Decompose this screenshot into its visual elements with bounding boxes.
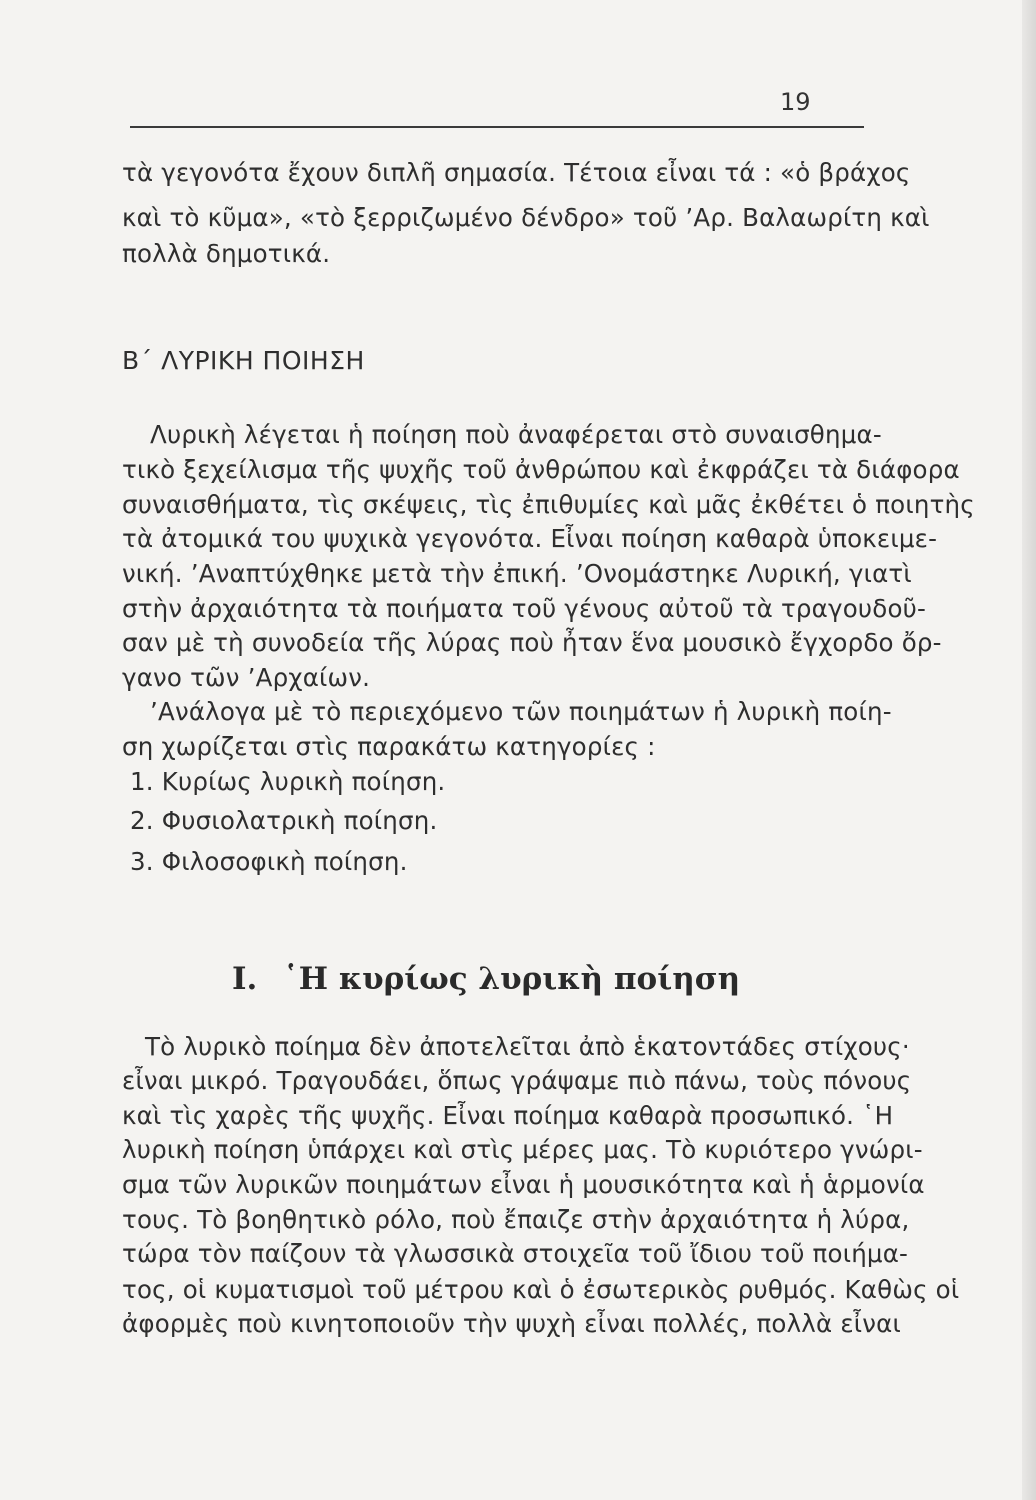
paragraph-line: τους. Τὸ βοηθητικὸ ρόλο, ποὺ ἔπαιζε στὴν ἀρχαιότητα ἡ λύρα,: [122, 1205, 910, 1234]
paragraph-line: συναισθήματα, τὶς σκέψεις, τὶς ἐπιθυμίες καὶ μᾶς ἐκθέτει ὁ ποιητὴς: [122, 490, 975, 519]
paragraph-line: στὴν ἀρχαιότητα τὰ ποιήματα τοῦ γένους αὐτοῦ τὰ τραγουδοῦ-: [122, 594, 927, 623]
subsection-numeral: I.: [232, 961, 258, 997]
paragraph-line: τώρα τὸν παίζουν τὰ γλωσσικὰ στοιχεῖα τοῦ ἴδιου τοῦ ποιήμα-: [122, 1239, 909, 1268]
section-heading: Β΄ ΛΥΡΙΚΗ ΠΟΙΗΣΗ: [122, 346, 365, 375]
paragraph-line: τος, οἱ κυματισμοὶ τοῦ μέτρου καὶ ὁ ἐσωτερικὸς ρυθμός. Καθὼς οἱ: [122, 1275, 960, 1304]
paragraph-line: καὶ τὶς χαρὲς τῆς ψυχῆς. Εἶναι ποίημα καθαρὰ προσωπικό. ῾Η: [122, 1101, 894, 1130]
paragraph-line: εἶναι μικρό. Τραγουδάει, ὅπως γράψαμε πιὸ πάνω, τοὺς πόνους: [122, 1066, 912, 1095]
paragraph-line: ἀφορμὲς ποὺ κινητοποιοῦν τὴν ψυχὴ εἶναι πολλές, πολλὰ εἶναι: [122, 1309, 901, 1338]
paragraph-line: Λυρικὴ λέγεται ἡ ποίηση ποὺ ἀναφέρεται στὸ συναισθημα-: [150, 420, 882, 449]
paragraph-line: νική. ’Αναπτύχθηκε μετὰ τὴν ἐπική. ’Ονομάστηκε Λυρική, γιατὶ: [122, 559, 912, 588]
category-list-item: 3. Φιλοσοφικὴ ποίηση.: [130, 847, 408, 876]
intro-line: πολλὰ δημοτικά.: [122, 239, 331, 268]
category-list-item: 2. Φυσιολατρικὴ ποίηση.: [130, 806, 438, 835]
paragraph-line: τικὸ ξεχείλισμα τῆς ψυχῆς τοῦ ἀνθρώπου καὶ ἐκφράζει τὰ διάφορα: [122, 455, 960, 484]
paragraph-line: σμα τῶν λυρικῶν ποιημάτων εἶναι ἡ μουσικότητα καὶ ἡ ἁρμονία: [122, 1170, 925, 1199]
header-rule: [130, 126, 864, 128]
paragraph-line: τὰ ἀτομικά του ψυχικὰ γεγονότα. Εἶναι ποίηση καθαρὰ ὑποκειμε-: [122, 524, 938, 553]
subsection-title-text: ῾Η κυρίως λυρικὴ ποίηση: [283, 961, 741, 997]
paragraph-line: λυρικὴ ποίηση ὑπάρχει καὶ στὶς μέρες μας. Τὸ κυριότερο γνώρι-: [122, 1135, 923, 1164]
paragraph-line: ’Ανάλογα μὲ τὸ περιεχόμενο τῶν ποιημάτων ἡ λυρικὴ ποίη-: [150, 697, 892, 726]
subsection-title: [232, 961, 740, 997]
intro-line: τὰ γεγονότα ἔχουν διπλῆ σημασία. Τέτοια εἶναι τά : «ὁ βράχος: [122, 158, 911, 187]
paragraph-line: ση χωρίζεται στὶς παρακάτω κατηγορίες :: [122, 732, 656, 761]
paragraph-line: Τὸ λυρικὸ ποίημα δὲν ἀποτελεῖται ἀπὸ ἑκατοντάδες στίχους·: [145, 1032, 910, 1061]
paragraph-line: γανο τῶν ’Αρχαίων.: [122, 663, 371, 692]
page-edge-shadow: [1022, 0, 1036, 1500]
category-list-item: 1. Κυρίως λυρικὴ ποίηση.: [130, 767, 446, 796]
page-number: 19: [780, 88, 811, 116]
intro-line: καὶ τὸ κῦμα», «τὸ ξερριζωμένο δένδρο» τοῦ ’Αρ. Βαλαωρίτη καὶ: [122, 203, 930, 232]
paragraph-line: σαν μὲ τὴ συνοδεία τῆς λύρας ποὺ ἦταν ἕνα μουσικὸ ἔγχορδο ὄρ-: [122, 628, 942, 657]
